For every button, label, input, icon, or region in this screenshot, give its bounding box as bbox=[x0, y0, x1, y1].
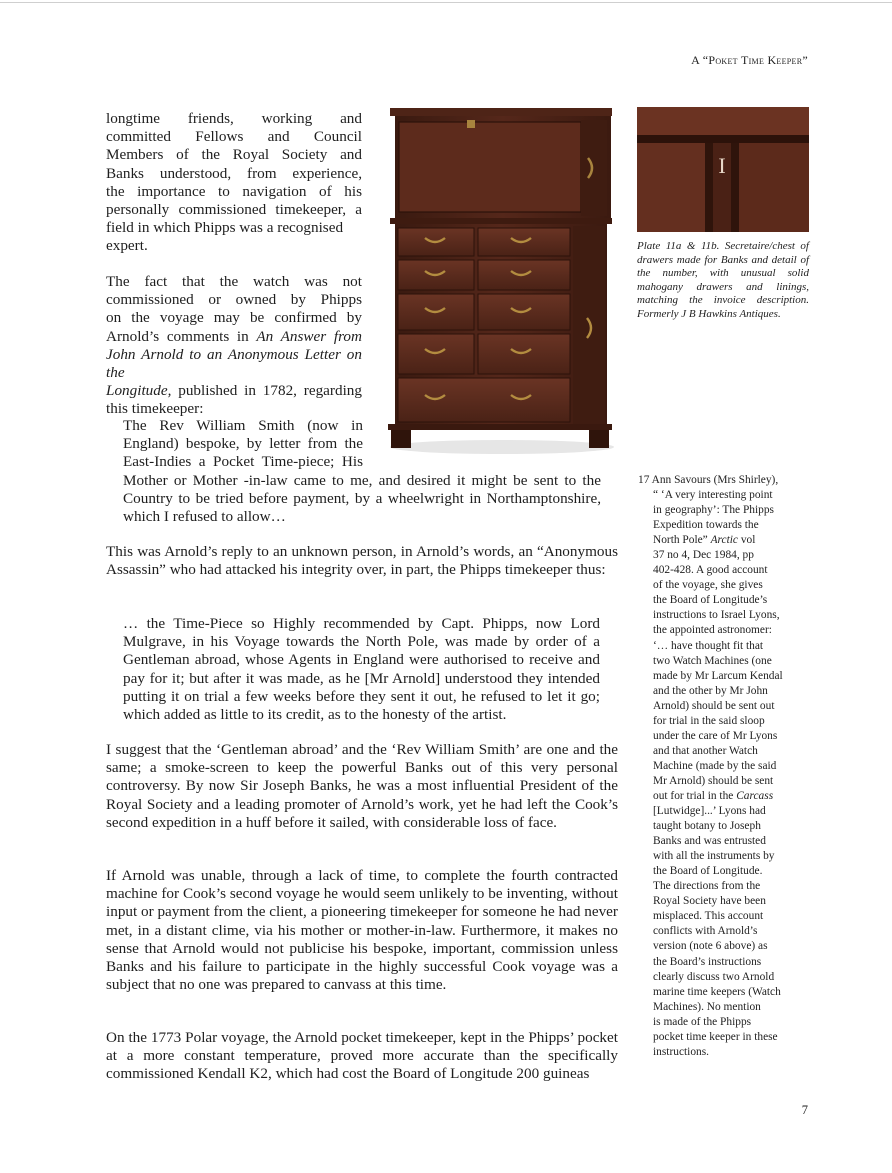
footnote-line: the Board’s instructions bbox=[653, 955, 762, 968]
footnote-line-arctic bbox=[638, 533, 810, 548]
paragraph-4-text: I suggest that the ‘Gentleman abroad’ and the ‘Rev William Smith’ are one and the same; a smoke-screen to keep the powerful Banks out of this very personal controversy. By now Sir Joseph Banks, he was a most influential President of the Royal Society and a leading promoter of Arnold’s work, yet he had left the Cook’s second expedition in a huff before it sailed, with considerable loss of face. bbox=[106, 741, 618, 831]
footnote-text: out for trial in the bbox=[653, 789, 737, 802]
footnote-ship-name: Carcass bbox=[736, 789, 774, 802]
footnote-line: pocket time keeper in these bbox=[653, 1030, 778, 1043]
paragraph-1-line: personally commissioned timekeeper, a bbox=[106, 201, 362, 219]
page-number: 7 bbox=[801, 1103, 808, 1117]
paragraph-3 bbox=[106, 543, 618, 579]
footnote-line: the Board of Longitude. bbox=[653, 865, 763, 878]
paragraph-2-text: published in 1782, regarding bbox=[171, 382, 362, 400]
footnote-line: under the care of Mr Lyons bbox=[653, 729, 778, 742]
footnote-line: clearly discuss two Arnold bbox=[653, 970, 775, 983]
paragraph-4 bbox=[106, 741, 618, 832]
quote-2 bbox=[123, 615, 600, 724]
paragraph-1-lines bbox=[106, 110, 362, 256]
drawer-number-detail-photo bbox=[637, 107, 809, 232]
top-rule bbox=[0, 2, 892, 3]
paragraph-5-text: If Arnold was unable, through a lack of time, to complete the fourth contracted machine for Cook’s second voyage he would seem unlikely to be inventing, without input or payment from the client, a pioneering timekeeper for someone he had never met, in a distant clime, via his mother or mother-in-law. Furthermore, it makes no sense that Arnold would not publicise his bespoke, important, commission unless Banks and his failure to participate in the highly successful Cook voyage was a subject that no one was prepared to canvass at this time. bbox=[106, 867, 618, 994]
paragraph-1-line: committed Fellows and Council bbox=[106, 128, 362, 146]
quote-1-line: England) bespoke, by letter from the bbox=[123, 435, 363, 453]
quote-1-rest: Mother or Mother -in-law came to me, and desired it might be sent to the Country to be tried before payment, by a wheelwright in Northamptonshire, which I refused to allow… bbox=[123, 471, 601, 526]
quote-2-text: … the Time-Piece so Highly recommended by Capt. Phipps, now Lord Mulgrave, in his Voyage towards the North Pole, was made by order of a Gentleman abroad, whose Agents in England were authorised to receive and pay for it; but after it was made, as he [Mr Arnold] understood they intended putting it on trial a few weeks before they sent it out, he refused to let it go; which added as little to its credit, as to the honesty of the artist. bbox=[123, 615, 600, 724]
paragraph-2-text: Arnold’s comments in bbox=[106, 327, 257, 345]
footnote-17 bbox=[638, 473, 810, 1060]
running-head-prefix: A “ bbox=[691, 53, 709, 67]
paragraph-2-line-4 bbox=[106, 328, 362, 346]
paragraph-5 bbox=[106, 867, 618, 994]
drawer-number: I bbox=[718, 153, 726, 178]
footnote-line: Arnold) should be sent out bbox=[653, 699, 775, 712]
footnote-line: and that another Watch bbox=[653, 744, 758, 757]
footnote-text: North Pole” bbox=[653, 534, 711, 547]
footnote-line: Expedition towards the bbox=[653, 519, 759, 532]
footnote-journal-title: Arctic bbox=[710, 534, 738, 547]
footnote-line: Royal Society have been bbox=[653, 895, 766, 908]
footnote-line-carcass bbox=[638, 789, 810, 804]
running-head bbox=[691, 53, 808, 68]
paragraph-2-line: commissioned or owned by Phipps bbox=[106, 291, 362, 309]
quote-1-line: East-Indies a Pocket Time-piece; His bbox=[123, 453, 363, 471]
paragraph-1-line: Members of the Royal Society and bbox=[106, 146, 362, 164]
footnote-line: The directions from the bbox=[653, 880, 761, 893]
paragraph-2-title-part-3: Longitude, bbox=[106, 382, 172, 400]
footnote-line: made by Mr Larcum Kendal bbox=[653, 669, 783, 682]
footnote-line: Banks and was entrusted bbox=[653, 835, 766, 848]
footnote-line: version (note 6 above) as bbox=[653, 940, 768, 953]
running-head-suffix: ” bbox=[802, 53, 808, 67]
footnote-line: 402-428. A good account bbox=[653, 564, 768, 577]
footnote-line: in geography’: The Phipps bbox=[653, 504, 774, 517]
paragraph-2-title-part-1: An Answer from bbox=[256, 327, 362, 345]
footnote-line: two Watch Machines (one bbox=[653, 654, 772, 667]
paragraph-1-line: the importance to navigation of his bbox=[106, 182, 362, 200]
footnote-line: taught botany to Joseph bbox=[653, 820, 761, 833]
footnote-line: “ ‘A very interesting point bbox=[653, 489, 773, 502]
quote-1-line: The Rev William Smith (now in bbox=[123, 417, 363, 434]
footnote-line: 37 no 4, Dec 1984, pp bbox=[653, 549, 754, 562]
footnote-line: the appointed astronomer: bbox=[653, 624, 772, 637]
footnote-line: is made of the Phipps bbox=[653, 1015, 752, 1028]
footnote-line: for trial in the said sloop bbox=[653, 714, 765, 727]
footnote-line: marine time keepers (Watch bbox=[653, 985, 781, 998]
paragraph-1-line: longtime friends, working and bbox=[106, 110, 362, 127]
paragraph-6-text: On the 1773 Polar voyage, the Arnold pocket timekeeper, kept in the Phipps’ pocket at a more constant temperature, proved more accurate than the specifically commissioned Kendall K2, which had cost the Board of Longitude 200 guineas bbox=[106, 1029, 618, 1083]
footnote-text: vol bbox=[738, 534, 756, 547]
paragraph-2-line: on the voyage may be confirmed by bbox=[106, 309, 362, 327]
footnote-line: of the voyage, she gives bbox=[653, 579, 763, 592]
footnote-line: ‘… have thought fit that bbox=[653, 639, 764, 652]
footnote-line: with all the instruments by bbox=[653, 850, 775, 863]
footnote-line: Machines). No mention bbox=[653, 1000, 761, 1013]
paragraph-3-text: This was Arnold’s reply to an unknown person, in Arnold’s words, an “Anonymous Assassin” who had attacked his integrity over, in part, the Phipps timekeeper thus: bbox=[106, 543, 618, 579]
paragraph-2-line: The fact that the watch was not bbox=[106, 273, 362, 290]
paragraph-2-line-5 bbox=[106, 346, 362, 382]
footnote-line: conflicts with Arnold’s bbox=[653, 925, 758, 938]
paragraph-2-last-line: this timekeeper: bbox=[106, 400, 204, 418]
paragraph-1-line: Banks understood, from experience, bbox=[106, 164, 362, 182]
paragraph-2-title-part-2: John Arnold to an Anonymous Letter on the bbox=[106, 345, 362, 382]
secretaire-chest-photo bbox=[383, 100, 621, 462]
footnote-line: instructions to Israel Lyons, bbox=[653, 609, 780, 622]
footnote-line: and the other by Mr John bbox=[653, 684, 768, 697]
paragraph-6 bbox=[106, 1029, 618, 1084]
running-head-title: Poket Time Keeper bbox=[708, 53, 803, 67]
plate-caption: Plate 11a & 11b. Secretaire/chest of drawers made for Banks and detail of the number, with unusual solid mahogany drawers and linings, matching the invoice description. Formerly J B Hawkins Antiques. bbox=[637, 240, 809, 320]
footnote-line: misplaced. This account bbox=[653, 910, 764, 923]
footnote-line: 17 Ann Savours (Mrs Shirley), bbox=[638, 474, 779, 486]
footnote-line: Machine (made by the said bbox=[653, 759, 777, 772]
footnote-line: the Board of Longitude’s bbox=[653, 594, 768, 607]
paragraph-1-last-line: field in which Phipps was a recognised expert. bbox=[106, 219, 344, 255]
paragraph-2-line-6 bbox=[106, 382, 362, 400]
footnote-line: instructions. bbox=[653, 1045, 710, 1058]
paragraph-2-lines bbox=[106, 273, 362, 419]
quote-1-narrow-lines bbox=[123, 417, 363, 472]
footnote-line: [Lutwidge]...’ Lyons had bbox=[653, 805, 766, 818]
footnote-line: Mr Arnold) should be sent bbox=[653, 774, 774, 787]
